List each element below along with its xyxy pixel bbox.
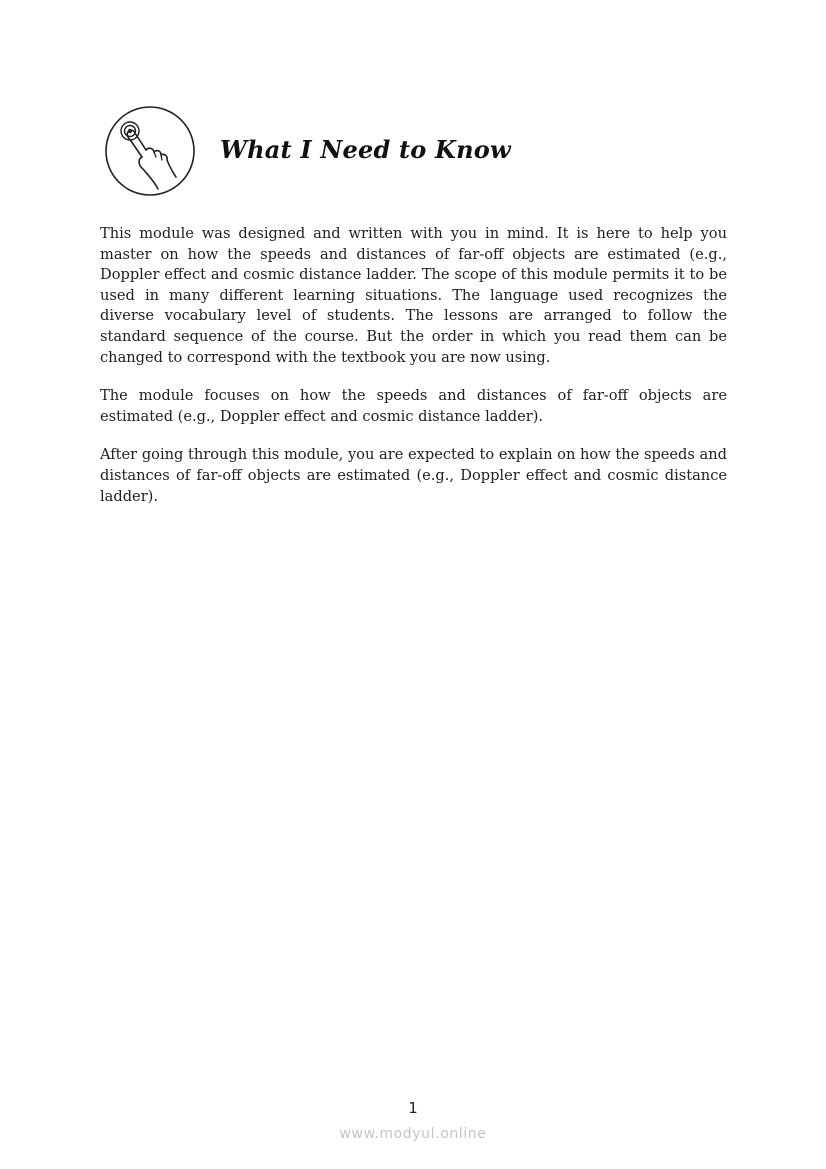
paragraph-objective: After going through this module, you are expected to explain on how the speeds and distances of far-off objects are estimated (e.g., Doppler effect and cosmic distance ladder). <box>100 446 727 505</box>
section-header <box>104 105 704 197</box>
section-title: What I Need to Know <box>220 135 511 164</box>
watermark: www.modyul.online <box>339 1126 487 1142</box>
paragraph-intro: This module was designed and written with you in mind. It is here to help you master on how the speeds and distances of far-off objects are estimated (e.g., Doppler effect and cosmic distance ladder. The scope of this module permits it to be used in many different learning situations. The language used recognizes the diverse vocabulary level of students. The lessons are arranged to follow the standard sequence of the course. But the order in which you read them can be changed to correspond with the textbook you are now using. <box>100 225 727 366</box>
module-introduction <box>100 224 727 525</box>
touch-hand-icon <box>104 105 196 197</box>
page-number: 1 <box>408 1099 418 1117</box>
paragraph-focus: The module focuses on how the speeds and distances of far-off objects are estimated (e.g., Doppler effect and cosmic distance ladder). <box>100 387 727 425</box>
